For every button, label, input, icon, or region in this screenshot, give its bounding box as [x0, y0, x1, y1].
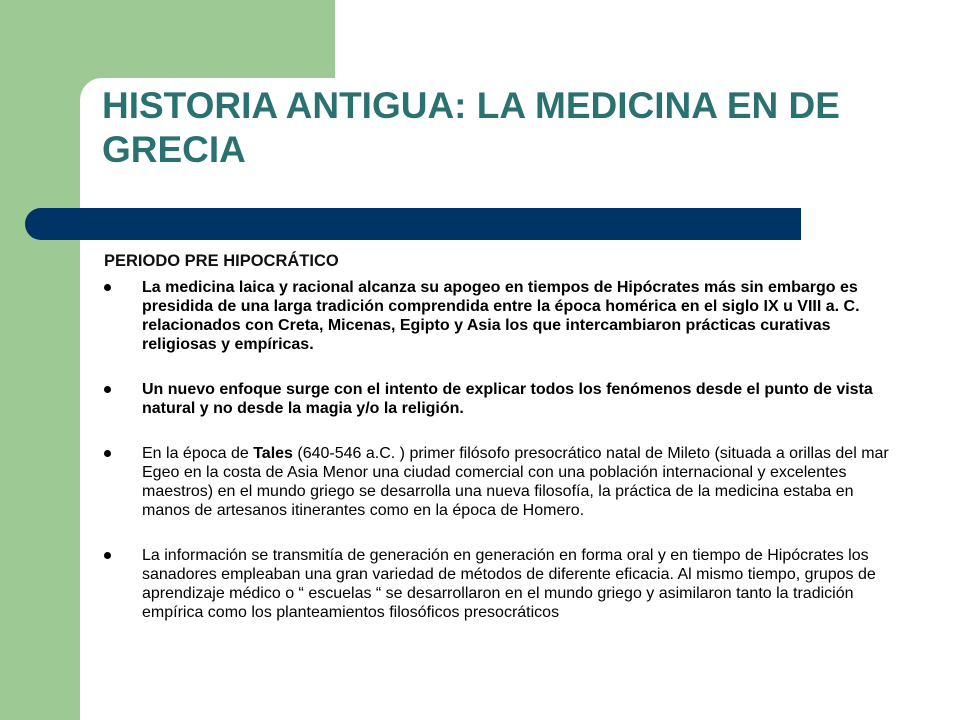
bullet-icon — [104, 552, 111, 559]
slide-body — [104, 252, 894, 648]
bullet-icon — [104, 450, 111, 457]
bullet-text: La medicina laica y racional alcanza su apogeo en tiempos de Hipócrates más sin embargo es presidida de una larga tradición comprendida entre la época homérica en el siglo IX u VIII a. C. relacionados con Creta, Micenas, Egipto y Asia los que intercambiaron prácticas curativas religiosas y empíricas. — [142, 279, 860, 353]
bullet-icon — [104, 386, 111, 393]
bullet-item-4 — [104, 546, 894, 622]
bullet-text: La información se transmitía de generación en generación en forma oral y en tiempo de Hipócrates los sanadores empleaban una gran variedad de métodos de diferente eficacia. Al mismo tiempo, grupos de aprendizaje médico o “ escuelas “ se desarrollaron en el mundo griego y asimilaron tanto la tradición empírica como los planteamientos filosóficos presocráticos — [142, 547, 876, 621]
decorative-green-strip — [0, 0, 80, 720]
bullet-text-after: (640-546 a.C. ) primer filósofo presocrático natal de Mileto (situada a orillas del mar Egeo en la costa de Asia Menor una ciudad comercial con una población internacional y excelentes maestros) en el mundo griego se desarrolla una nueva filosofía, la práctica de la medicina estaba en manos de artesanos itinerantes como en la época de Homero. — [142, 445, 889, 519]
slide-title: HISTORIA ANTIGUA: LA MEDICINA EN DE GRECIA — [102, 85, 840, 170]
bullet-text-before: En la época de — [142, 445, 254, 462]
title-divider-bar — [25, 208, 801, 240]
bullet-item-1 — [104, 278, 894, 354]
bullet-item-3 — [104, 444, 894, 520]
bullet-item-2 — [104, 380, 894, 418]
bullet-icon — [104, 284, 111, 291]
bullet-text: Un nuevo enfoque surge con el intento de explicar todos los fenómenos desde el punto de vista natural y no desde la magia y/o la religión. — [142, 381, 873, 417]
section-heading: PERIODO PRE HIPOCRÁTICO — [104, 252, 339, 270]
bullet-list — [104, 278, 894, 622]
bullet-text-bold-name: Tales — [253, 445, 293, 462]
